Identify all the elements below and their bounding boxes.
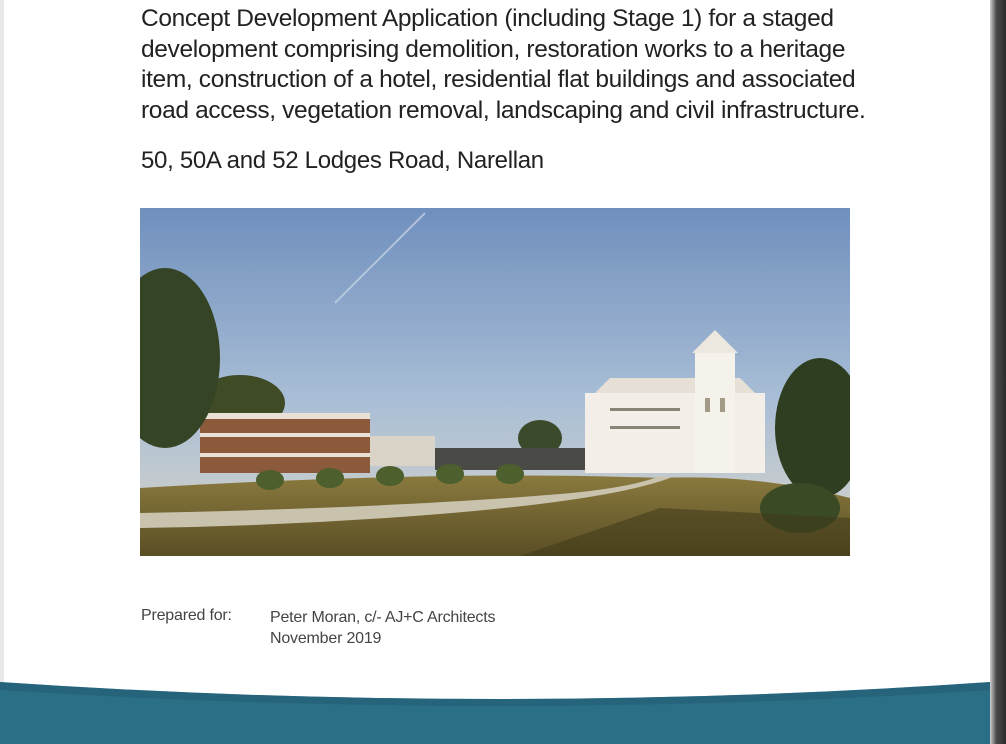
hero-rendering-illustration (140, 208, 850, 556)
hero-rendering-image (140, 208, 850, 556)
site-address: 50, 50A and 52 Lodges Road, Narellan (141, 147, 544, 174)
footer-wave-shape (0, 660, 990, 744)
page-right-edge (990, 0, 1006, 744)
prepared-for-label: Prepared for: (141, 607, 232, 624)
footer-wave-banner (0, 660, 990, 744)
page-left-edge (0, 0, 4, 744)
document-title: Concept Development Application (including Stage 1) for a staged development comprising demolition, restoration works to a heritage item, construction of a hotel, residential flat buildings and associated road access, vegetation removal, landscaping and civil infrastructure. (141, 5, 866, 124)
prepared-for-details (270, 607, 495, 649)
client-name: Peter Moran, c/- AJ+C Architects (270, 609, 496, 626)
document-date: November 2019 (270, 630, 382, 647)
